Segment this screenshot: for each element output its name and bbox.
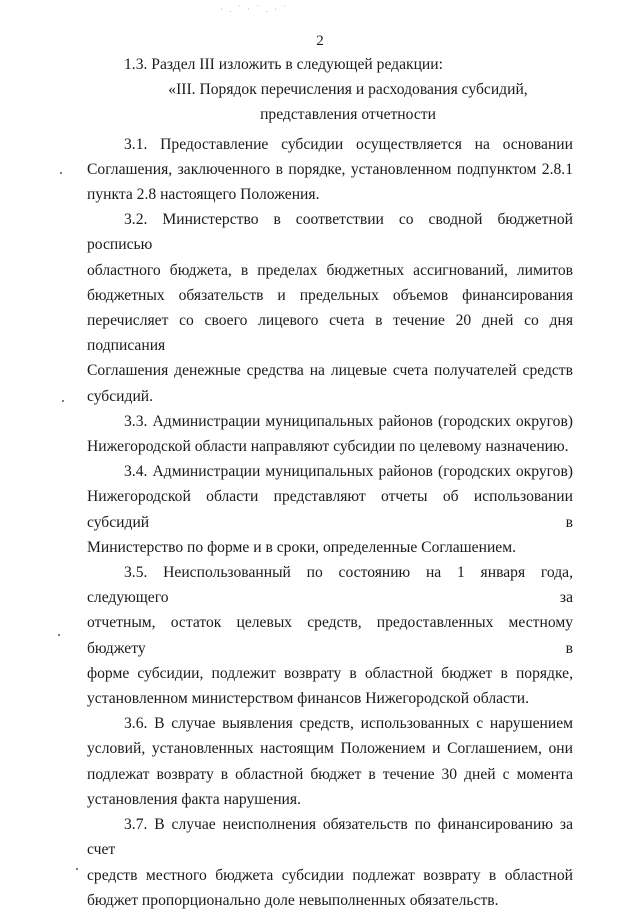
paragraph-3-6 (87, 711, 573, 812)
paragraph-line: 3.6. В случае выявления средств, использованных с нарушением (124, 715, 573, 733)
paragraph-line: бюджет пропорционально доле невыполненных обязательств. (87, 891, 499, 909)
paragraph-line: Соглашения, заключенного в порядке, установленном подпунктом 2.8.1 (87, 160, 573, 178)
paragraph-line: пункта 2.8 настоящего Положения. (87, 186, 320, 204)
scan-speck (60, 172, 62, 174)
paragraph-line: бюджетных обязательств и предельных объемов финансирования (87, 286, 573, 304)
paragraph-line: Нижегородской области направляют субсидии по целевому назначению. (87, 438, 569, 456)
document-body (87, 52, 573, 913)
paragraph-line: субсидий. (87, 387, 154, 405)
page-number: 2 (316, 33, 324, 49)
paragraph-3-2 (87, 207, 573, 409)
paragraph-line: Министерство по форме и в сроки, определенные Соглашением. (87, 538, 516, 556)
paragraph-3-3 (87, 409, 573, 459)
paragraph-line: 3.3. Администрации муниципальных районов (городских округов) (124, 412, 573, 430)
paragraph-3-7 (87, 812, 573, 913)
paragraph-line: средств местного бюджета субсидии подлежат возврату в областной (87, 866, 573, 884)
scan-speck (58, 634, 60, 636)
paragraph-line: Нижегородской области представляют отчеты об использовании субсидий в (87, 488, 573, 531)
paragraph-line: установленном министерством финансов Нижегородской области. (87, 690, 530, 708)
paragraph-line: 3.1. Предоставление субсидии осуществляется на основании (124, 135, 573, 153)
paragraph-line: 3.2. Министерство в соответствии со сводной бюджетной росписью (87, 211, 573, 254)
paragraph-3-4 (87, 459, 573, 560)
paragraph-line: 3.4. Администрации муниципальных районов (городских округов) (124, 463, 573, 481)
paragraph-3-1 (87, 132, 573, 208)
paragraph-line: Соглашения денежные средства на лицевые счета получателей средств (87, 362, 573, 380)
intro-line: 1.3. Раздел III изложить в следующей редакции: (124, 56, 443, 73)
paragraph-line: условий, установленных настоящим Положением и Соглашением, они (87, 740, 573, 758)
paragraph-line: перечисляет со своего лицевого счета в течение 20 дней со дня подписания (87, 312, 573, 355)
paragraph-line: областного бюджета, в пределах бюджетных ассигнований, лимитов (87, 261, 573, 279)
section-heading (87, 77, 573, 127)
heading-line: представления отчетности (260, 106, 436, 124)
scan-speck (76, 868, 78, 870)
paragraph-line: отчетным, остаток целевых средств, предоставленных местному бюджету в (87, 614, 573, 657)
paragraph-line: 3.5. Неиспользованный по состоянию на 1 января года, следующего за (87, 564, 573, 607)
scan-speck (62, 400, 64, 402)
scan-noise: · . ˙ · ˙ . · ˙ (220, 4, 289, 14)
paragraph-line: форме субсидии, подлежит возврату в областной бюджет в порядке, (87, 664, 573, 682)
heading-line: «III. Порядок перечисления и расходования субсидий, (168, 81, 528, 99)
paragraph-line: установления факта нарушения. (87, 790, 301, 808)
paragraph-line: подлежат возврату в областной бюджет в течение 30 дней с момента (87, 765, 573, 783)
paragraph-3-5 (87, 560, 573, 711)
paragraph-line: 3.7. В случае неисполнения обязательств по финансированию за счет (87, 816, 573, 859)
